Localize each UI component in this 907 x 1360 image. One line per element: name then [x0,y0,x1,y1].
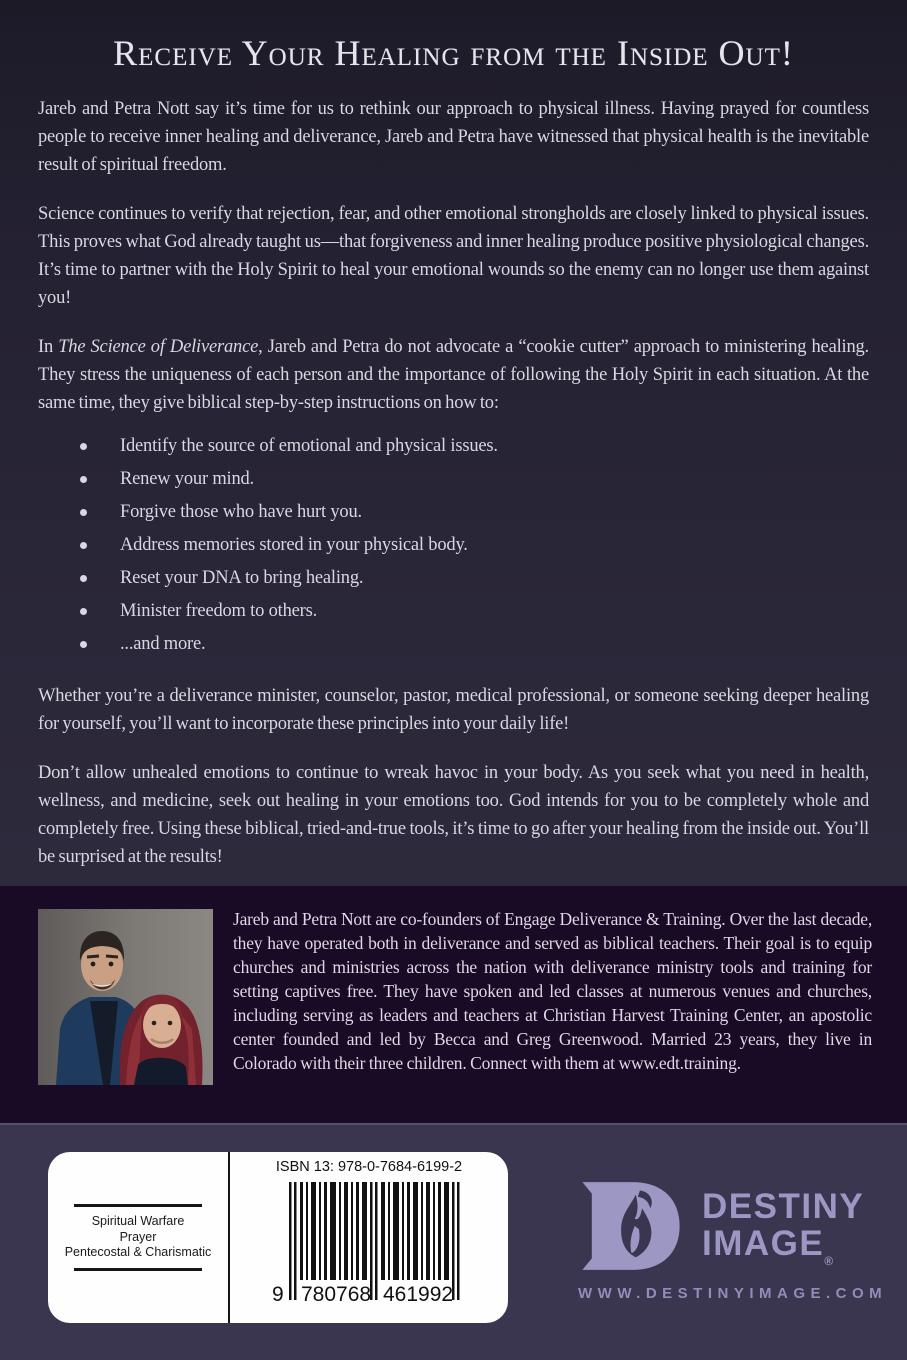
publisher-website: WWW.DESTINYIMAGE.COM [578,1285,888,1302]
bullet-item: Address memories stored in your physical body. [120,529,869,562]
bullet-item: Reset your DNA to bring healing. [120,562,869,595]
intro-paragraph-2: Science continues to verify that rejection, fear, and other emotional strongholds are closely linked to physical issues. This proves what God already taught us—that forgiveness and inner healing produce positive physiological changes. It’s time to partner with the Holy Spirit to heal your emotional wounds so the enemy can no longer use them against you! [38,204,869,308]
closing-paragraph-2: Don’t allow unhealed emotions to continue to wreak havoc in your body. As you seek what you need in health, wellness, and medicine, seek out healing in your emotions too. God intends for you to be completely whole and completely free. Using these biblical, tried-and-true tools, it’s time to go after your healing from the inside out. You’ll be surprised at the results! [38,763,869,867]
barcode-digits-right: 461992 [383,1283,454,1306]
category-panel [48,1152,230,1323]
bullet-item: Minister freedom to others. [120,595,869,628]
bullet-list [38,430,869,661]
bullet-item: Renew your mind. [120,463,869,496]
author-bio-section [0,886,907,1123]
author-photo [38,909,213,1085]
closing-paragraph-1: Whether you’re a deliverance minister, counselor, pastor, medical professional, or someone seeking deeper healing for yourself, you’ll want to incorporate these principles into your daily life! [38,686,869,734]
intro-paragraph-3 [38,333,869,417]
woman-face [143,1002,181,1048]
publisher-name [702,1188,864,1280]
bullet-item: Forgive those who have hurt you. [120,496,869,529]
barcode-digit-lead: 9 [272,1283,284,1306]
publisher-name-line2: $IMAGE_®$ [702,1224,834,1268]
tagline-heading: Receive Your Healing from the Inside Out! [113,33,794,73]
isbn-category-box [48,1152,508,1323]
paragraph-lead: In [38,337,54,357]
barcode-digits-left: 780768 [301,1283,372,1306]
bullet-item: Identify the source of emotional and physical issues. [120,430,869,463]
barcode-panel [230,1152,508,1323]
category-label: Spiritual Warfare [91,1214,185,1229]
category-label: Pentecostal & Charismatic [64,1245,212,1260]
bio-paragraph: Jareb and Petra Nott are co-founders of Engage Deliverance & Training. Over the last decade, they have operated both in deliverance and served as biblical teachers. Their goal is to equip churches and ministries across the nation with deliverance ministry tools and training for setting captives free. They have spoken and led classes at numerous venues and churches, including serving as leaders and teachers at Christian Harvest Training Center, an apostolic center founded and led by Becca and Greg Greenwood. Married 23 years, they live in Colorado with their three children. Connect with them at www.edt.training. [233,909,872,1073]
footer-section [0,1123,907,1360]
isbn-label: ISBN 13: 978-0-7684-6199-2 [275,1159,463,1175]
destiny-image-flame-logo [578,1180,683,1272]
category-label: Prayer [119,1229,157,1244]
ean-barcode [271,1182,471,1308]
category-rule-bottom [74,1268,202,1271]
book-title-italic: The Science of Deliverance [58,337,259,357]
publisher-name-line1: DESTINY [702,1187,865,1226]
registered-trademark-symbol: ® [824,1254,834,1268]
bullet-item: ...and more. [120,628,869,661]
intro-paragraph-1: Jareb and Petra Nott say it’s time for us to rethink our approach to physical illness. Having prayed for countless people to receive inner healing and deliverance, Jareb and Petra have witnessed that physical health is the inevitable result of spiritual freedom. [38,99,869,175]
category-rule-top [74,1204,202,1207]
paragraph-rest: , Jareb and Petra do not advocate a “cookie cutter” approach to ministering healing. They stress the uniqueness of each person and the importance of following the Holy Spirit in each situation. At the same time, they give biblical step-by-step instructions on how to: [38,337,869,413]
